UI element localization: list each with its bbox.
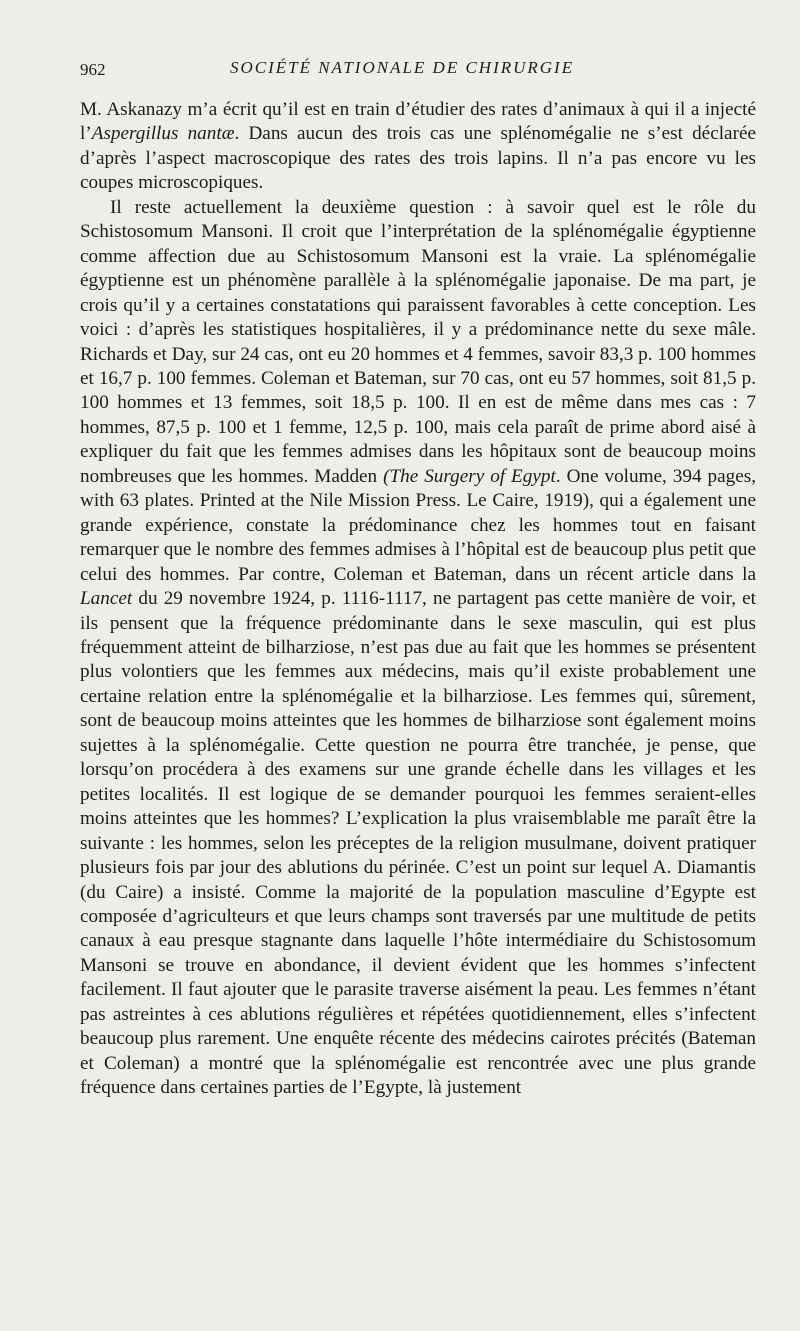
paragraph-2 bbox=[80, 196, 756, 1101]
book-title-italic: (The Surgery of Egypt bbox=[383, 465, 556, 487]
journal-title-italic: Lancet bbox=[80, 588, 133, 610]
aspergillus-italic: Aspergillus nantæ bbox=[91, 123, 235, 145]
body-text bbox=[80, 98, 756, 1101]
running-head: SOCIÉTÉ NATIONALE DE CHIRURGIE bbox=[230, 58, 575, 77]
paragraph-1-text-b: . Dans aucun des trois cas une splénomégalie ne s’est déclarée d’après l’aspect macroscopique des rates des trois lapins. Il n’a pas encore vu les coupes microscopiques. bbox=[80, 123, 756, 194]
page-header bbox=[80, 58, 756, 84]
paragraph-1-text-a: M. Askanazy m’a écrit qu’il est en train d’étudier des rates d’animaux à qui il a injecté l’ bbox=[80, 99, 756, 145]
paragraph-2-text-a: Il reste actuellement la deuxième question : à savoir quel est le rôle du Schistosomum Mansoni. Il croit que l’interprétation de la splénomégalie égyptienne comme affection due au Schistosomum Mansoni est la vraie. La splénomégalie égyptienne est un phénomène parallèle à la splénomégalie japonaise. De ma part, je crois qu’il y a certaines constatations qui paraissent favorables à cette conception. Les voici : d’après les statistiques hospitalières, il y a prédominance nette du sexe mâle. Richards et Day, sur 24 cas, ont eu 20 hommes et 4 femmes, savoir 83,3 p. 100 hommes et 16,7 p. 100 femmes. Coleman et Bateman, sur 70 cas, ont eu 57 hommes, soit 81,5 p. 100 hommes et 13 femmes, soit 18,5 p. 100. Il en est de même dans mes cas : 7 hommes, 87,5 p. 100 et 1 femme, 12,5 p. 100, mais cela paraît de prime abord aisé à expliquer du fait que les femmes admises dans les hôpitaux sont de beaucoup moins nombreuses que les hommes. Madden bbox=[80, 196, 756, 487]
paragraph-2-text-b: . One volume, 394 pages, with 63 plates. Printed at the Nile Mission Press. Le Caire, 1919), qui a également une grande expérience, constate la prédominance chez les hommes tout en faisant remarquer que le nombre des femmes admises à l’hôpital est de beaucoup plus petit que celui des hommes. Par contre, Coleman et Bateman, dans un récent article dans la bbox=[80, 465, 756, 585]
page-number: 962 bbox=[80, 60, 106, 79]
paragraph-2-text-c: du 29 novembre 1924, p. 1116-1117, ne partagent pas cette manière de voir, et ils pensent que la fréquence prédominante dans le sexe masculin, qui est plus fréquemment atteint de bilharziose, n’est pas due au fait que les hommes se présentent plus volontiers que les femmes aux médecins, mais qu’il existe probablement une certaine relation entre la splénomégalie et la bilharziose. Les femmes qui, sûrement, sont de beaucoup moins atteintes que les hommes de bilharziose sont également moins sujettes à la splénomégalie. Cette question ne pourra être tranchée, je pense, que lorsqu’on procédera à des examens sur une grande échelle dans les villages et les petites localités. Il est logique de se demander pourquoi les femmes seraient-elles moins atteintes que les hommes? L’explication la plus vraisemblable me paraît être la suivante : les hommes, selon les préceptes de la religion musulmane, doivent pratiquer plusieurs fois par jour des ablutions du périnée. C’est un point sur lequel A. Diamantis (du Caire) a insisté. Comme la majorité de la population masculine d’Egypte est composée d’agriculteurs et que leurs champs sont traversés par une multitude de petits canaux à eau presque stagnante dans laquelle l’hôte intermédiaire du Schistosomum Mansoni se trouve en abondance, il devient évident que les hommes s’infectent facilement. Il faut ajouter que le parasite traverse aisément la peau. Les femmes n’étant pas astreintes à ces ablutions régulières et répétées quotidiennement, elles s’infectent beaucoup plus rarement. Une enquête récente des médecins cairotes précités (Bateman et Coleman) a montré que la splénomégalie est rencontrée avec une plus grande fréquence dans certaines parties de l’Egypte, là justement bbox=[80, 588, 756, 1099]
paragraph-1 bbox=[80, 98, 756, 196]
